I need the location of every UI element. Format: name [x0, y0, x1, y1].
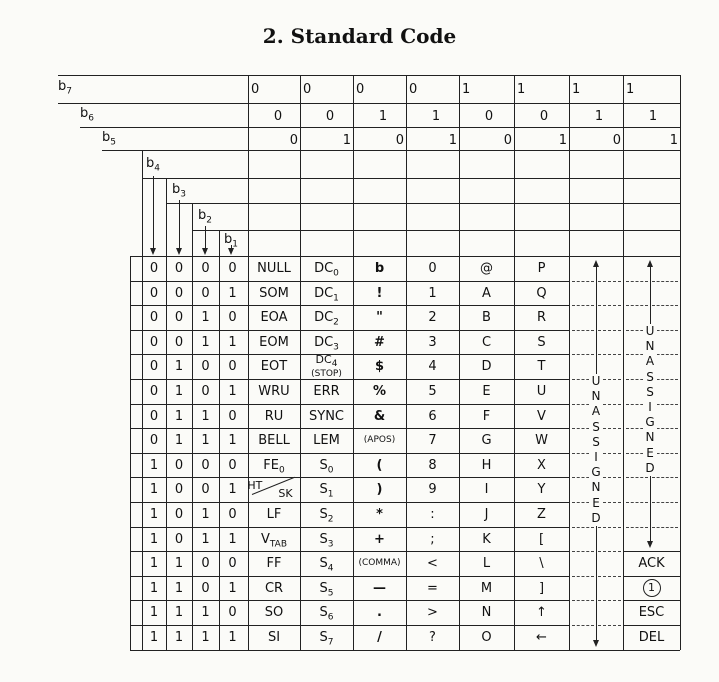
circled-one-icon: 1: [643, 579, 661, 597]
b7-value: 0: [409, 82, 418, 97]
header-line-b7: [58, 75, 680, 76]
row-bit: 1: [228, 433, 237, 449]
cell-code: WRU: [258, 384, 290, 399]
cell-code: Q: [536, 285, 547, 301]
row-bit: 0: [228, 310, 237, 326]
cell-code: .: [377, 605, 382, 621]
row-bit: 1: [174, 384, 184, 399]
b6-value: 0: [484, 109, 494, 124]
cell-code: U: [536, 384, 547, 399]
bit-label-sub: 3: [180, 189, 186, 200]
arrow-up-icon: [593, 260, 599, 267]
cell-code: 8: [428, 457, 437, 473]
cell-code: P: [537, 261, 546, 276]
cell-code: N: [481, 605, 492, 621]
row-bit: 1: [201, 334, 210, 350]
bit-col-line: [142, 150, 143, 650]
row-line: [569, 650, 680, 651]
row-bit: 0: [174, 261, 184, 276]
row-line: [130, 576, 569, 577]
special-code: ESC: [638, 605, 665, 621]
cell-code: $DC_0$: [314, 261, 339, 279]
row-bit: 0: [149, 310, 159, 326]
row-bit: 1: [201, 310, 210, 326]
cell-code: ERR: [313, 384, 340, 399]
cell-code: [: [538, 531, 545, 547]
arrow-up-icon: [647, 260, 653, 267]
cell-code: $S_2$: [319, 507, 334, 525]
b5-value: 0: [612, 133, 621, 148]
bit-label-sub: 7: [66, 86, 72, 97]
row-bit: 1: [228, 285, 237, 301]
b5-value: 1: [669, 133, 678, 148]
row-bit: 0: [149, 433, 159, 449]
cell-code: ): [376, 482, 383, 498]
row-bit: 1: [174, 556, 184, 572]
row-bit: 1: [228, 630, 237, 645]
dashed-line: [598, 527, 621, 528]
cell-code: 3: [428, 334, 437, 350]
header-line-b3: [166, 203, 680, 204]
cell-code: ": [376, 310, 383, 326]
cell-code: (COMMA): [358, 558, 401, 569]
cell-code: Z: [537, 507, 546, 522]
cell-code: 9: [428, 482, 437, 498]
cell-code: &: [373, 408, 386, 424]
row-bit: 0: [149, 285, 159, 301]
cell-code: 1: [428, 285, 437, 301]
arrow-down-icon: [647, 541, 653, 548]
header-line-b6b: [80, 127, 680, 128]
left-border: [130, 256, 131, 650]
dashed-line: [598, 625, 621, 626]
row-line: [130, 453, 569, 454]
dashed-line: [626, 502, 648, 503]
column-line: [569, 75, 570, 650]
cell-code: /: [377, 630, 382, 645]
row-line: [130, 502, 569, 503]
cell-code: SO: [264, 605, 284, 621]
cell-code: +: [374, 531, 385, 547]
row-bit: 1: [228, 384, 237, 399]
dashed-line: [572, 551, 594, 552]
cell-code: NULL: [257, 261, 291, 276]
row-line: [130, 551, 569, 552]
dashed-line: [626, 281, 648, 282]
cell-code: CR: [264, 580, 284, 596]
row-bit: 1: [149, 482, 159, 498]
cell-code: %: [372, 384, 387, 399]
cell-code: A: [482, 285, 491, 301]
cell-code: LF: [266, 507, 282, 522]
bit-label-b7: [58, 80, 72, 97]
cell-code: $S_4$: [319, 556, 334, 574]
b5-value: 1: [558, 133, 567, 148]
row-bit: 1: [149, 457, 159, 473]
b7-value: 1: [626, 82, 635, 97]
cell-code: :: [430, 507, 435, 522]
row-bit: 1: [149, 630, 159, 645]
cell-code: B: [482, 310, 491, 326]
row-bit: 0: [174, 531, 184, 547]
cell-code: F: [482, 408, 491, 424]
row-bit: 1: [174, 359, 184, 375]
cell-code: \: [539, 556, 544, 572]
cell-code: E: [482, 384, 491, 399]
dashed-line: [626, 305, 648, 306]
cell-code: S: [537, 334, 546, 350]
row-bit: 0: [201, 580, 210, 596]
cell-code: 7: [428, 433, 437, 449]
cell-code: W: [535, 433, 548, 449]
header-line-b6: [58, 103, 680, 104]
dashed-line: [572, 354, 594, 355]
row-line: [130, 379, 569, 380]
b6-value: 1: [648, 109, 658, 124]
row-bit: 0: [201, 482, 210, 498]
cell-code: 0: [428, 261, 437, 276]
row-bit: 0: [149, 384, 159, 399]
row-bit: 1: [174, 605, 184, 621]
row-bit: 1: [228, 531, 237, 547]
cell-code: $DC_2$: [314, 310, 339, 328]
b7-value: 1: [572, 82, 581, 97]
cell-code: #: [374, 334, 385, 350]
row-bit: 0: [149, 359, 159, 375]
cell-code: (: [376, 457, 383, 473]
bit-label-sub: 4: [154, 163, 160, 174]
special-code: DEL: [638, 630, 665, 645]
cell-code: BELL: [258, 433, 290, 449]
row-bit: 0: [228, 605, 237, 621]
cell-code: V: [537, 408, 546, 424]
row-bit: 1: [149, 531, 159, 547]
row-bit: 1: [201, 630, 210, 645]
row-bit: 0: [228, 556, 237, 572]
bit-label-b5: [102, 131, 116, 148]
special-code: [623, 579, 680, 597]
dashed-line: [652, 305, 678, 306]
cell-code: $S_7$: [319, 630, 334, 648]
b6-value: 0: [325, 109, 335, 124]
dashed-line: [572, 330, 594, 331]
header-line-b4: [142, 178, 680, 179]
row-line: [569, 256, 680, 257]
row-bit: 1: [174, 580, 184, 596]
row-line: [130, 305, 569, 306]
cell-code: $FE_0$: [263, 457, 285, 476]
unassigned-label: U N A S S I G N E D: [643, 324, 657, 476]
dashed-line: [598, 600, 621, 601]
cell-code: SYNC: [309, 408, 344, 424]
dashed-line: [598, 354, 621, 355]
row-bit: 1: [201, 507, 210, 522]
row-bit: 0: [201, 285, 210, 301]
row-bit: 0: [174, 334, 184, 350]
cell-code: Y: [537, 482, 546, 498]
cell-code: $HT_{SK}$: [247, 479, 293, 501]
cell-code: $S_0$: [319, 457, 334, 476]
cell-code: $S_6$: [319, 605, 334, 623]
cell-code: <: [427, 556, 438, 572]
cell-code: EOT: [260, 359, 288, 375]
b7-value: 0: [251, 82, 260, 97]
row-bit: 0: [201, 384, 210, 399]
arrow-down-icon: [593, 640, 599, 647]
row-bit: 1: [174, 433, 184, 449]
b7-value: 1: [517, 82, 526, 97]
bit-label-base: b: [58, 79, 67, 94]
dashed-line: [572, 600, 594, 601]
arrow-head-icon: [228, 248, 234, 255]
cell-code: RU: [264, 408, 284, 424]
row-bit: 1: [228, 482, 237, 498]
bit-label-base: b: [198, 208, 207, 223]
row-bit: 0: [228, 261, 237, 276]
dashed-line: [598, 576, 621, 577]
cell-code: *: [376, 507, 383, 522]
header-line-b5: [102, 150, 680, 151]
bit-label-base: b: [80, 106, 89, 121]
b6-value: 1: [378, 109, 388, 124]
row-bit: 0: [228, 359, 237, 375]
cell-code: ]: [538, 580, 545, 596]
dashed-line: [598, 305, 621, 306]
row-bit: 0: [228, 408, 237, 424]
row-line: [130, 527, 569, 528]
row-bit: 0: [228, 457, 237, 473]
b5-value: 0: [289, 133, 298, 148]
bit-label-b2: [198, 209, 212, 226]
cell-code: 5: [428, 384, 437, 399]
special-code: ACK: [638, 556, 665, 572]
b6-value: 1: [594, 109, 604, 124]
row-bit: 0: [174, 457, 184, 473]
dashed-line: [572, 576, 594, 577]
row-line: [130, 477, 569, 478]
row-bit: 1: [201, 433, 210, 449]
row-bit: 1: [149, 605, 159, 621]
row-line: [623, 625, 680, 626]
cell-code: I: [484, 482, 489, 498]
row-bit: 0: [201, 359, 210, 375]
row-bit: 0: [174, 310, 184, 326]
dashed-line: [652, 281, 678, 282]
b5-value: 0: [503, 133, 512, 148]
row-bit: 1: [201, 531, 210, 547]
down-arrow: [179, 200, 180, 252]
dashed-line: [598, 551, 621, 552]
cell-code: SI: [267, 630, 281, 645]
row-bit: 1: [174, 408, 184, 424]
bit-label-base: b: [172, 182, 181, 197]
dashed-line: [572, 527, 594, 528]
bit-label-b6: [80, 107, 94, 124]
page-title: 2. Standard Code: [262, 24, 457, 48]
cell-code: M: [480, 580, 493, 596]
b6-value: 1: [431, 109, 441, 124]
arrow-head-icon: [176, 248, 182, 255]
b6-value: 0: [273, 109, 283, 124]
cell-code: >: [427, 605, 438, 621]
row-line: [130, 600, 569, 601]
bit-label-base: b: [146, 156, 155, 171]
dashed-line: [652, 527, 678, 528]
row-bit: 1: [228, 580, 237, 596]
header-line-b2: [192, 230, 680, 231]
dashed-line: [572, 281, 594, 282]
dashed-line: [652, 477, 678, 478]
cell-code: $S_5$: [319, 580, 334, 599]
cell-code: R: [536, 310, 547, 326]
row-bit: 1: [174, 630, 184, 645]
cell-code: T: [537, 359, 546, 375]
cell-code: ↑: [536, 605, 547, 621]
dashed-line: [626, 527, 648, 528]
arrow-head-icon: [202, 248, 208, 255]
b7-value: 0: [303, 82, 312, 97]
cell-code: $DC_3$: [314, 334, 339, 353]
cell-code: X: [537, 457, 546, 473]
bit-label-sub: 2: [206, 215, 212, 226]
cell-code: (APOS): [363, 435, 396, 446]
cell-code: K: [482, 531, 491, 547]
cell-code: b: [374, 261, 385, 276]
b7-value: 1: [462, 82, 471, 97]
row-bit: 0: [174, 482, 184, 498]
cell-code: EOM: [259, 334, 289, 350]
cell-code: G: [481, 433, 492, 449]
row-line: [130, 404, 569, 405]
cell-code: $S_1$: [319, 482, 334, 500]
dashed-line: [598, 281, 621, 282]
row-bit: 0: [201, 556, 210, 572]
cell-code: ?: [429, 630, 436, 645]
cell-code: D: [481, 359, 492, 375]
row-line: [130, 625, 569, 626]
cell-code: 6: [428, 408, 437, 424]
column-line: [680, 75, 681, 650]
cell-code: $: [374, 359, 385, 375]
b5-value: 0: [395, 133, 404, 148]
bit-label-base: b: [102, 130, 111, 145]
row-line: [623, 600, 680, 601]
bit-label-sub: 5: [110, 137, 116, 148]
b5-value: 1: [448, 133, 457, 148]
cell-code: SOM: [259, 285, 289, 301]
row-bit: 0: [174, 507, 184, 522]
cell-code: 2: [428, 310, 437, 326]
cell-code: $DC_4$ (STOP): [311, 353, 342, 379]
cell-code: EOA: [260, 310, 288, 326]
row-bit: 1: [149, 580, 159, 596]
row-bit: 1: [149, 556, 159, 572]
cell-code: O: [481, 630, 492, 645]
row-bit: 0: [149, 334, 159, 350]
bit-label-base: b: [224, 232, 233, 247]
row-line: [130, 330, 569, 331]
cell-code: $DC_1$: [314, 285, 339, 304]
dashed-line: [652, 502, 678, 503]
cell-code: H: [481, 457, 492, 473]
cell-code: $S_3$: [319, 531, 334, 550]
b6-value: 0: [539, 109, 549, 124]
bit-label-sub: 1: [232, 239, 238, 250]
dashed-line: [626, 477, 648, 478]
unassigned-label: U N A S S I G N E D: [589, 374, 603, 526]
cell-code: —: [373, 580, 386, 596]
dashed-line: [598, 330, 621, 331]
row-bit: 0: [149, 408, 159, 424]
row-bit: 0: [174, 285, 184, 301]
row-bit: 1: [201, 408, 210, 424]
bit-label-b4: [146, 157, 160, 174]
cell-code: FF: [266, 556, 282, 572]
bit-label-b3: [172, 183, 186, 200]
row-line: [130, 281, 569, 282]
row-bit: 1: [201, 605, 210, 621]
bit-label-sub: 6: [88, 113, 94, 124]
cell-code: C: [481, 334, 492, 350]
row-bit: 0: [201, 457, 210, 473]
row-line: [623, 551, 680, 552]
cell-code: ;: [430, 531, 435, 547]
row-bit: 0: [149, 261, 159, 276]
cell-code: !: [376, 285, 383, 301]
row-line: [623, 576, 680, 577]
b5-value: 1: [342, 133, 351, 148]
dashed-line: [572, 625, 594, 626]
arrow-head-icon: [150, 248, 156, 255]
row-bit: 0: [228, 507, 237, 522]
dashed-line: [572, 305, 594, 306]
row-line: [130, 428, 569, 429]
row-bit: 1: [228, 334, 237, 350]
cell-code: J: [484, 507, 489, 522]
down-arrow: [153, 176, 154, 252]
cell-code: $V_{TAB}$: [260, 531, 288, 550]
cell-code: ←: [536, 630, 547, 645]
cell-code: L: [482, 556, 491, 572]
row-bit: 1: [149, 507, 159, 522]
row-bit: 0: [201, 261, 210, 276]
b7-value: 0: [356, 82, 365, 97]
cell-code: 4: [428, 359, 437, 375]
cell-code: @: [480, 261, 493, 276]
cell-code: LEM: [313, 433, 340, 449]
cell-code: =: [427, 580, 438, 596]
